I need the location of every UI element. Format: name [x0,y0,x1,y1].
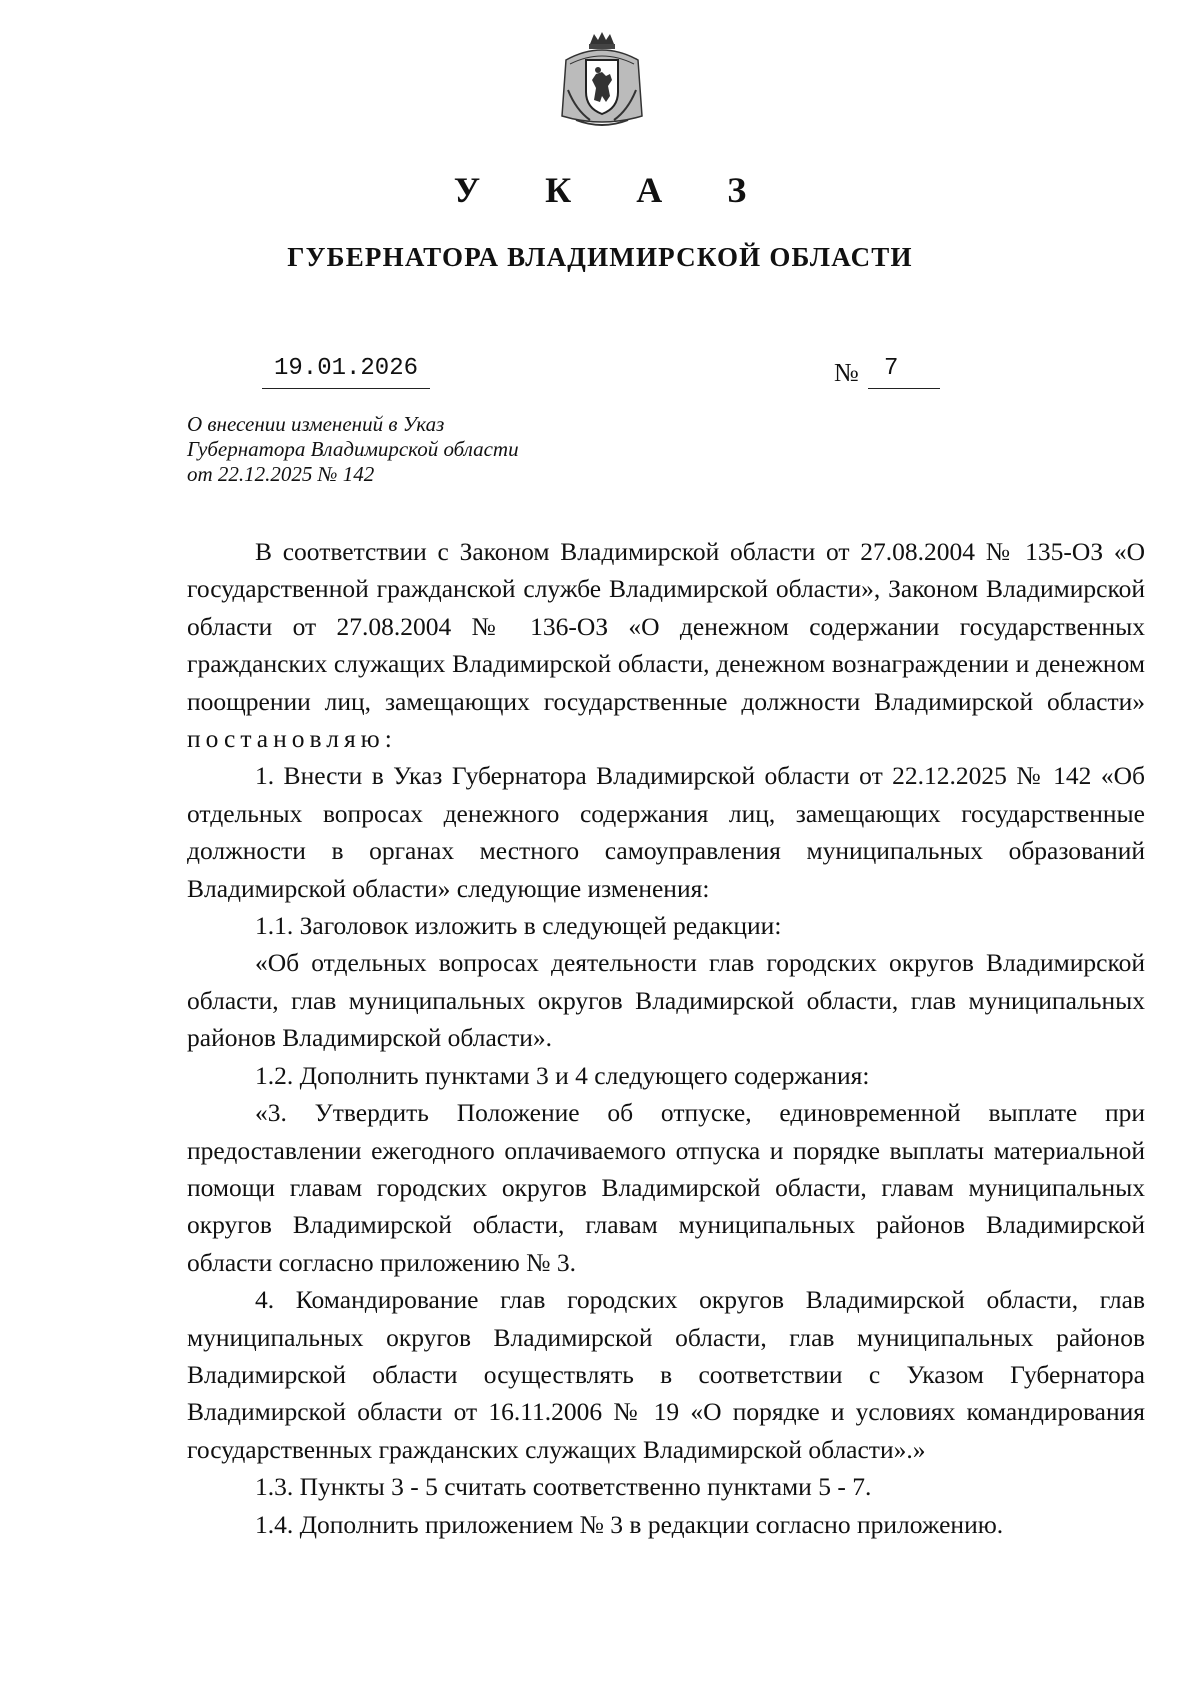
number-sign: № [834,358,859,387]
paragraph-1-2: 1.2. Дополнить пунктами 3 и 4 следующего содержания: [255,1060,870,1090]
coat-of-arms-icon [556,30,648,130]
decree-word: постановляю: [187,724,397,754]
paragraph-1: 1. Внести в Указ Губернатора Владимирской области от 22.12.2025 № 142 «Об отдельных вопросах денежного содержания лиц, замещающих государственные должности в органах местного самоуправления муниципальных образований Владимирской области» следующие изменения: [187,761,1145,903]
subject-line: О внесении изменений в Указ [187,412,445,436]
document-date: 19.01.2026 [262,354,430,389]
subject-line: Губернатора Владимирской области [187,437,519,461]
paragraph-3: «3. Утвердить Положение об отпуске, единовременной выплате при предоставлении ежегодного оплачиваемого отпуска и порядке выплаты материальной помощи главам городских округов Владимирской области, главам муниципальных округов Владимирской области, главам муниципальных районов Владимирской области согласно приложению № 3. [187,1098,1145,1277]
subject-line: от 22.12.2025 № 142 [187,462,375,486]
document-subject [187,412,519,487]
document-number: 7 [868,354,940,389]
document-title: У К А З [453,170,775,210]
document-body [187,533,1145,1543]
preamble-text: В соответствии с Законом Владимирской области от 27.08.2004 № 135-ОЗ «О государственной гражданской службе Владимирской области», Законом Владимирской области от 27.08.2004 № 136-ОЗ «О денежном содержании государственных гражданских служащих Владимирской области, денежном вознаграждении и денежном поощрении лиц, замещающих государственные должности Владимирской области» [187,537,1145,716]
document-subtitle: ГУБЕРНАТОРА ВЛАДИМИРСКОЙ ОБЛАСТИ [287,242,913,272]
paragraph-1-1: 1.1. Заголовок изложить в следующей редакции: [255,911,782,941]
preamble-paragraph [187,533,1145,757]
paragraph-1-1-text: «Об отдельных вопросах деятельности глав городских округов Владимирской области, глав муниципальных округов Владимирской области, глав муниципальных районов Владимирской области». [187,948,1145,1053]
paragraph-4: 4. Командирование глав городских округов Владимирской области, глав муниципальных округов Владимирской области, глав муниципальных районов Владимирской области осуществлять в соответствии с Указом Губернатора Владимирской области от 16.11.2006 № 19 «О порядке и условиях командирования государственных гражданских служащих Владимирской области».» [187,1285,1145,1464]
paragraph-1-4: 1.4. Дополнить приложением № 3 в редакции согласно приложению. [255,1509,1004,1539]
paragraph-1-3: 1.3. Пункты 3 - 5 считать соответственно пунктами 5 - 7. [255,1472,872,1502]
